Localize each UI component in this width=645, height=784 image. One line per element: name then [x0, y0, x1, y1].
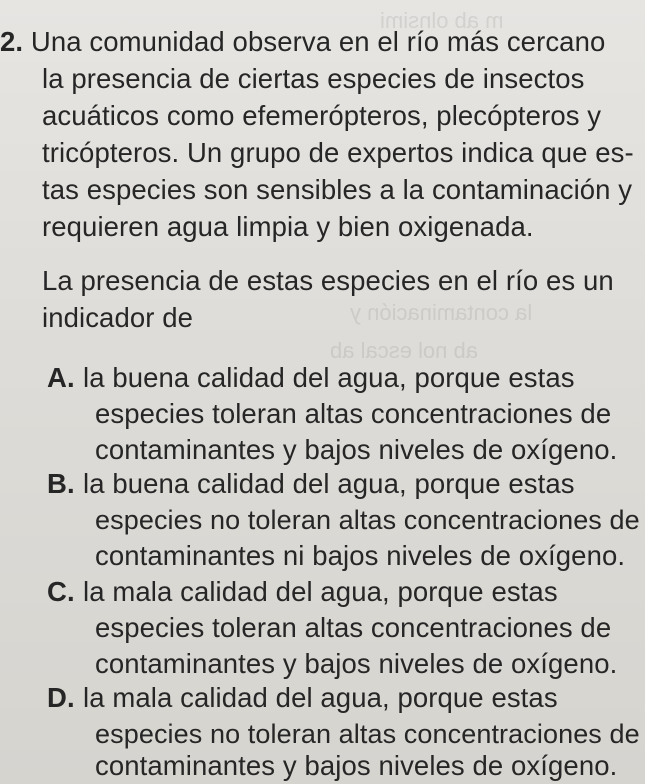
option-b[interactable] [47, 466, 575, 502]
option-d-line-3: contaminantes y bajos niveles de oxígeno. [95, 750, 618, 781]
question-stem-line-2: la presencia de ciertas especies de insectos [42, 63, 585, 94]
option-text: la mala calidad del agua, porque estas [83, 682, 558, 713]
option-b-line-3: contaminantes ni bajos niveles de oxígeno. [95, 540, 626, 571]
question-prompt-line-2: indicador de [42, 302, 194, 333]
option-letter: A. [47, 362, 75, 393]
option-d[interactable] [47, 680, 558, 716]
bleed-through-text: la contaminación y [350, 300, 533, 325]
stem-text: Una comunidad observa en el río más cercano [30, 26, 606, 57]
option-c[interactable] [47, 574, 558, 610]
option-text: la mala calidad del agua, porque estas [83, 576, 558, 607]
question-stem-line-3: acuáticos como efemerópteros, plecópteros y [42, 100, 602, 131]
option-text: la buena calidad del agua, porque estas [83, 468, 575, 499]
option-a[interactable] [47, 360, 575, 396]
option-letter: B. [47, 468, 75, 499]
option-c-line-3: contaminantes y bajos niveles de oxígeno. [95, 648, 618, 679]
question-stem-line-5: tas especies son sensibles a la contaminación y [42, 174, 633, 205]
question-stem-line-6: requieren agua limpia y bien oxigenada. [42, 211, 534, 242]
question-prompt-line-1: La presencia de estas especies en el río es un [42, 265, 614, 296]
bleed-through-text: ab nol escal ab [330, 338, 478, 363]
option-b-line-2: especies no toleran altas concentraciones de [95, 505, 640, 535]
option-a-line-3: contaminantes y bajos niveles de oxígeno. [95, 434, 618, 465]
option-letter: C. [47, 576, 75, 607]
option-text: la buena calidad del agua, porque estas [83, 362, 575, 393]
option-d-line-2: especies no toleran altas concentraciones de [95, 719, 640, 749]
question-number: 2. [0, 26, 24, 57]
option-letter: D. [47, 682, 75, 713]
question-stem-line-4: tricópteros. Un grupo de expertos indica que es- [42, 137, 634, 168]
bleed-through-text: m ab olnsimi [380, 8, 504, 33]
option-a-line-2: especies toleran altas concentraciones de [95, 398, 612, 429]
question-stem-line-1 [0, 24, 605, 60]
option-c-line-2: especies toleran altas concentraciones de [95, 612, 612, 643]
